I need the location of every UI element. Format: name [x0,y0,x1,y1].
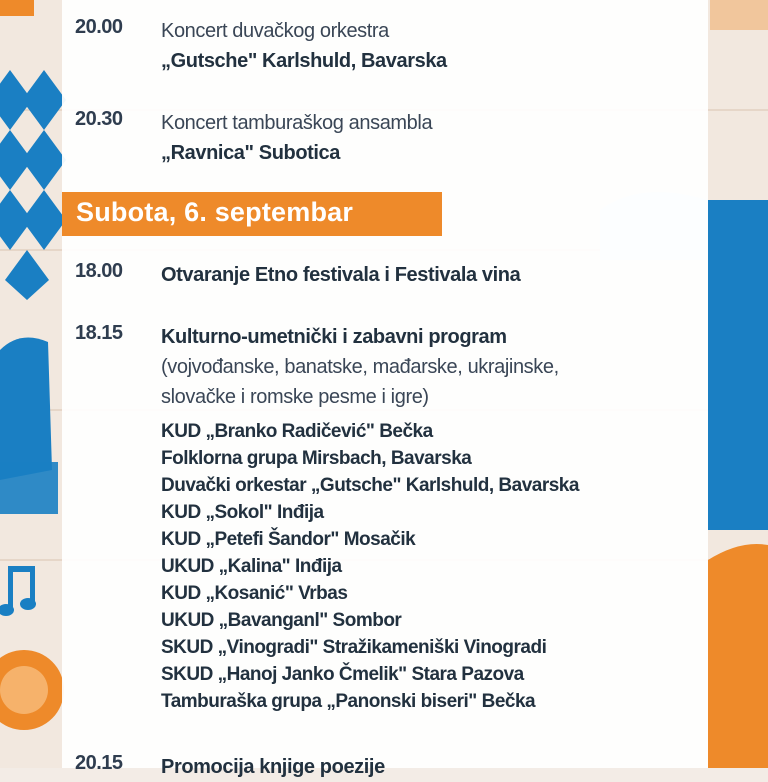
entry-time: 20.15 [75,752,123,774]
performer-item: Folklorna grupa Mirsbach, Bavarska [161,448,472,469]
performer-item: SKUD „Hanoj Janko Čmelik" Stara Pazova [161,664,524,685]
entry-title: Kulturno-umetnički i zabavni program [161,326,507,348]
entry-time: 20.00 [75,16,123,38]
entry-title: Otvaranje Etno festivala i Festivala vina [161,264,521,286]
entry-performer: „Gutsche" Karlshuld, Bavarska [161,50,447,72]
entry-time: 18.00 [75,260,123,282]
performer-item: KUD „Kosanić" Vrbas [161,583,348,604]
performer-item: SKUD „Vinogradi" Stražikameniški Vinogradi [161,637,547,658]
performer-item: KUD „Branko Radičević" Bečka [161,421,433,442]
entry-title: Koncert tamburaškog ansambla [161,112,433,134]
performer-item: KUD „Sokol" Inđija [161,502,324,523]
day-heading: Subota, 6. septembar [76,197,354,227]
performer-item: KUD „Petefi Šandor" Mosačik [161,529,416,550]
entry-title: Koncert duvačkog orkestra [161,20,389,42]
performer-item: Duvački orkestar „Gutsche" Karlshuld, Bavarska [161,475,579,496]
entry-performer: „Ravnica" Subotica [161,142,341,164]
entry-time: 20.30 [75,108,123,130]
entry-title: Promocija knjige poezije [161,756,385,778]
performer-item: Tamburaška grupa „Panonski biseri" Bečka [161,691,536,712]
performer-item: UKUD „Kalina" Inđija [161,556,342,577]
entry-time: 18.15 [75,322,123,344]
entry-subtitle: (vojvođanske, banatske, mađarske, ukrajinske, [161,356,559,378]
performer-item: UKUD „Bavanganl" Sombor [161,610,402,631]
entry-subtitle: slovačke i romske pesme i igre) [161,386,429,408]
